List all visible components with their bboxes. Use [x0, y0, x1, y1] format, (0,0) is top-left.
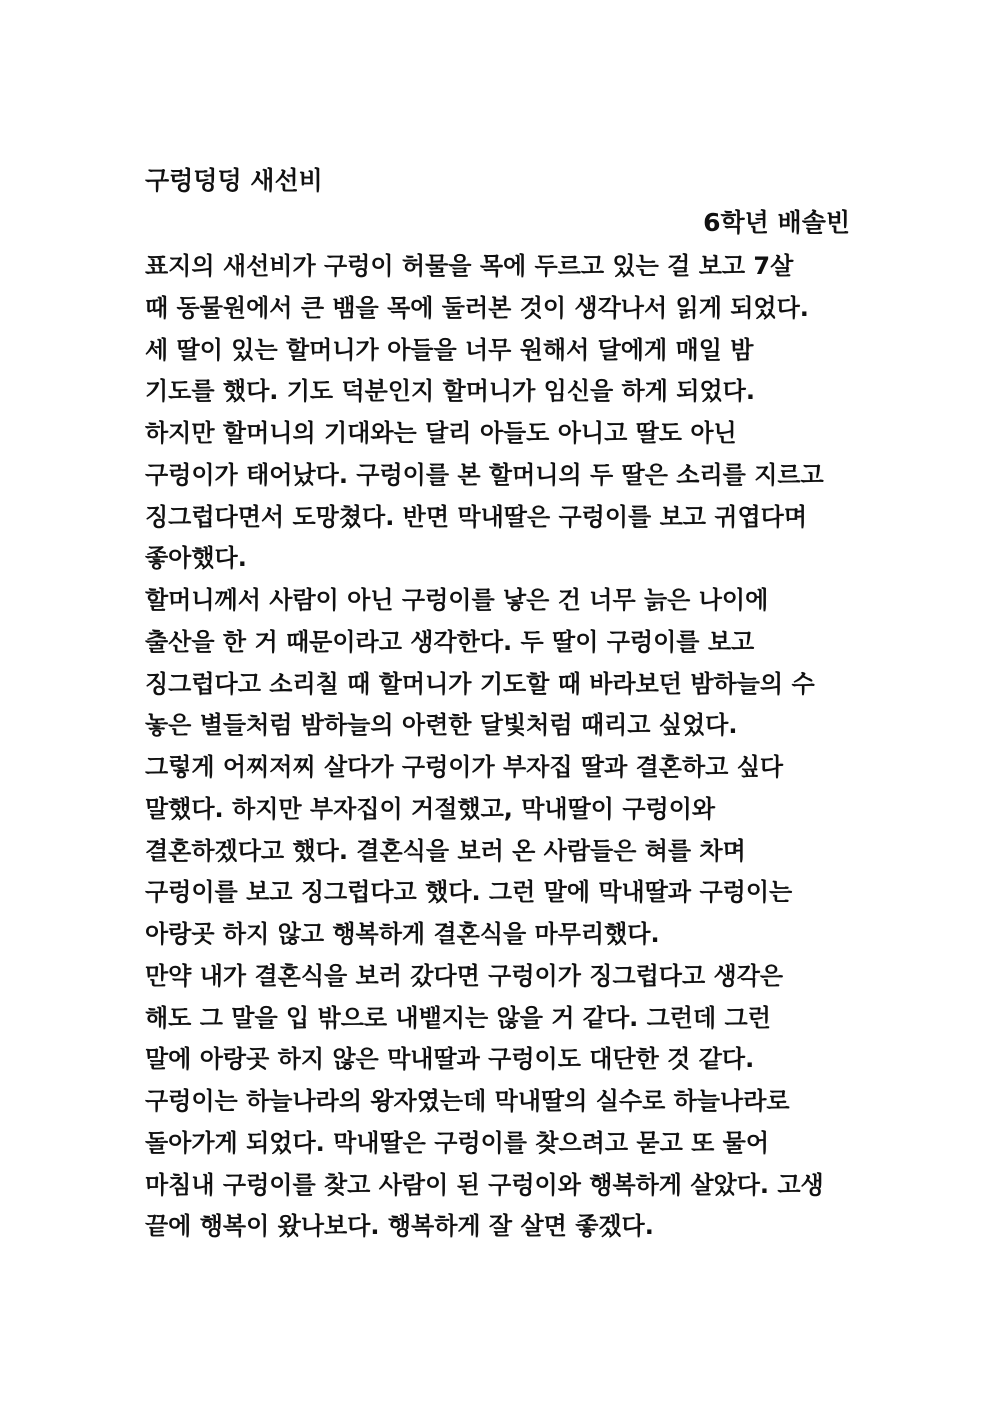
body-line: 말에 아랑곳 하지 않은 막내딸과 구렁이도 대단한 것 같다. — [145, 1045, 755, 1074]
body-line: 구렁이는 하늘나라의 왕자였는데 막내딸의 실수로 하늘나라로 — [145, 1087, 790, 1115]
body-line: 결혼하겠다고 했다. 결혼식을 보러 온 사람들은 혀를 차며 — [145, 836, 746, 865]
body-line: 해도 그 말을 입 밖으로 내뱉지는 않을 거 같다. 그런데 그런 — [145, 1003, 771, 1032]
body-line: 마침내 구렁이를 찾고 사람이 된 구렁이와 행복하게 살았다. 고생 — [145, 1170, 824, 1199]
body-line: 끝에 행복이 왔나보다. 행복하게 잘 살면 좋겠다. — [145, 1212, 654, 1241]
body-line: 하지만 할머니의 기대와는 달리 아들도 아니고 딸도 아닌 — [145, 419, 737, 447]
body-line: 출산을 한 거 때문이라고 생각한다. 두 딸이 구렁이를 보고 — [145, 627, 755, 656]
body-line: 구렁이를 보고 징그럽다고 했다. 그런 말에 막내딸과 구렁이는 — [145, 878, 793, 907]
body-line: 기도를 했다. 기도 덕분인지 할머니가 임신을 하게 되었다. — [145, 377, 755, 406]
body-line: 세 딸이 있는 할머니가 아들을 너무 원해서 달에게 매일 밤 — [145, 335, 754, 364]
body-line: 놓은 별들처럼 밤하늘의 아련한 달빛처럼 때리고 싶었다. — [145, 711, 738, 740]
body-line: 좋아했다. — [145, 544, 247, 573]
body-line: 돌아가게 되었다. 막내딸은 구렁이를 찾으려고 묻고 또 물어 — [145, 1128, 770, 1157]
body-line: 할머니께서 사람이 아닌 구렁이를 낳은 건 너무 늙은 나이에 — [145, 586, 769, 614]
body-line: 말했다. 하지만 부자집이 거절했고, 막내딸이 구렁이와 — [145, 794, 716, 823]
body-line: 징그럽다고 소리칠 때 할머니가 기도할 때 바라보던 밤하늘의 수 — [145, 669, 815, 698]
body-line: 때 동물원에서 큰 뱀을 목에 둘러본 것이 생각나서 읽게 되었다. — [145, 293, 809, 322]
body-line: 구렁이가 태어났다. 구렁이를 본 할머니의 두 딸은 소리를 지르고 — [145, 460, 824, 489]
body-line: 아랑곳 하지 않고 행복하게 결혼식을 마무리했다. — [145, 920, 660, 948]
document-title: 구렁덩덩 새선비 — [145, 166, 323, 195]
document-body — [145, 246, 850, 1248]
author-line: 6학년 배솔빈 — [703, 208, 850, 237]
body-line: 만약 내가 결혼식을 보러 갔다면 구렁이가 징그럽다고 생각은 — [145, 961, 784, 990]
body-line: 징그럽다면서 도망쳤다. 반면 막내딸은 구렁이를 보고 귀엽다며 — [145, 502, 808, 531]
body-line: 그렇게 어찌저찌 살다가 구렁이가 부자집 딸과 결혼하고 싶다 — [145, 753, 784, 781]
body-line: 표지의 새선비가 구렁이 허물을 목에 두르고 있는 걸 보고 7살 — [145, 252, 794, 280]
